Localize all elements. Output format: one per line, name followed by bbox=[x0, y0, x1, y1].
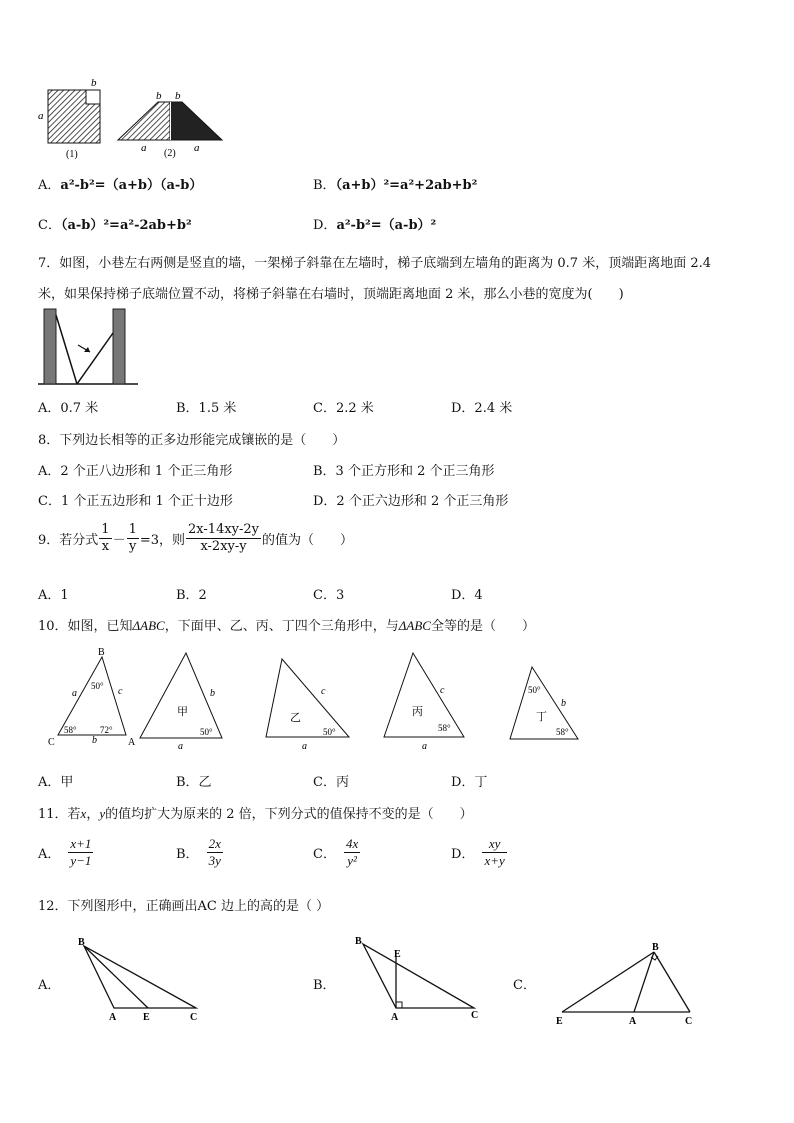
svg-text:E: E bbox=[143, 1012, 150, 1023]
q7-figure bbox=[38, 305, 142, 387]
svg-text:乙: 乙 bbox=[290, 712, 301, 724]
fig6-caption1: (1) bbox=[66, 149, 78, 160]
q7-option-a[interactable]: A．0.7 米 bbox=[38, 401, 99, 416]
svg-text:C: C bbox=[685, 1016, 693, 1027]
svg-text:A: A bbox=[391, 1012, 399, 1023]
svg-text:C: C bbox=[48, 737, 55, 748]
q6-option-c[interactable]: C．（a-b）²=a²-2ab+b² bbox=[38, 218, 192, 233]
q9-option-b[interactable]: B．2 bbox=[176, 588, 207, 603]
q12-option-c-label[interactable]: C． bbox=[513, 978, 536, 993]
fig6-label-a3: a bbox=[194, 142, 200, 154]
svg-text:丁: 丁 bbox=[536, 711, 547, 723]
q10-triangle-bing bbox=[384, 653, 464, 752]
fig6-label-b1: b bbox=[91, 77, 97, 89]
svg-text:50°: 50° bbox=[91, 681, 104, 691]
q10-option-b[interactable]: B．乙 bbox=[176, 775, 212, 790]
svg-text:58°: 58° bbox=[64, 725, 77, 735]
q7-option-d[interactable]: D．2.4 米 bbox=[451, 401, 513, 416]
q10-option-a[interactable]: A．甲 bbox=[38, 775, 74, 790]
q9-fraction-1-over-y: $\frac{1}{y}$ bbox=[128, 522, 137, 554]
fig6-square bbox=[38, 77, 100, 160]
fig6-trapezoid bbox=[118, 90, 222, 159]
svg-text:E: E bbox=[394, 949, 401, 960]
q10-triangle-ding bbox=[510, 667, 578, 739]
q8-option-d[interactable]: D．2 个正六边形和 2 个正三角形 bbox=[313, 494, 509, 509]
q12-option-a-label[interactable]: A． bbox=[38, 978, 61, 993]
svg-text:c: c bbox=[118, 686, 123, 697]
q6-figure bbox=[36, 72, 236, 162]
q7-stem-line2: 米，如果保持梯子底端位置不动，将梯子斜靠在右墙时，顶端距离地面 2 米，那么小巷的宽度为( ) bbox=[38, 287, 624, 302]
svg-text:B: B bbox=[355, 936, 362, 947]
svg-text:b: b bbox=[561, 698, 566, 709]
q11-option-a[interactable]: A． $\frac{x+1}{y-1}$ bbox=[38, 836, 92, 868]
q8-option-c[interactable]: C．1 个正五边形和 1 个正十边形 bbox=[38, 494, 233, 509]
svg-text:b: b bbox=[92, 735, 97, 746]
q10-option-d[interactable]: D．丁 bbox=[451, 775, 488, 790]
svg-text:50°: 50° bbox=[200, 727, 213, 737]
svg-text:58°: 58° bbox=[556, 727, 569, 737]
svg-text:c: c bbox=[321, 686, 326, 697]
fig6-label-b2: b bbox=[156, 90, 162, 102]
fig6-caption2: (2) bbox=[164, 148, 176, 159]
q9-option-a[interactable]: A．1 bbox=[38, 588, 69, 603]
q10-triangle-jia bbox=[140, 653, 222, 752]
svg-text:50°: 50° bbox=[528, 685, 541, 695]
svg-text:C: C bbox=[471, 1010, 479, 1021]
svg-text:72°: 72° bbox=[100, 725, 113, 735]
q10-figure bbox=[40, 645, 600, 755]
q9-stem: 9．若分式 $\frac{1}{x}$ － $\frac{1}{y}$ =3，则 $\frac{2x-14xy-2y}{x-2xy-y}$ 的值为（ ） bbox=[38, 522, 354, 554]
svg-text:B: B bbox=[98, 647, 105, 658]
q6-option-d[interactable]: D．a²-b²=（a-b）² bbox=[313, 218, 437, 233]
svg-text:b: b bbox=[210, 688, 215, 699]
q8-option-b[interactable]: B．3 个正方形和 2 个正三角形 bbox=[313, 464, 495, 479]
fig6-label-a1: a bbox=[38, 110, 44, 122]
svg-text:E: E bbox=[556, 1016, 563, 1027]
svg-text:A: A bbox=[128, 737, 136, 748]
svg-text:甲: 甲 bbox=[177, 706, 188, 718]
q11-option-d[interactable]: D． $\frac{xy}{x+y}$ bbox=[451, 836, 505, 868]
q11-option-c[interactable]: C． $\frac{4x}{\text{y²}}$ bbox=[313, 836, 359, 868]
svg-text:50°: 50° bbox=[323, 727, 336, 737]
svg-text:A: A bbox=[109, 1012, 117, 1023]
svg-text:a: a bbox=[422, 741, 427, 752]
svg-text:丙: 丙 bbox=[412, 706, 423, 718]
q10-triangle-abc bbox=[48, 647, 136, 748]
q8-stem: 8．下列边长相等的正多边形能完成镶嵌的是（ ） bbox=[38, 433, 346, 448]
svg-text:c: c bbox=[440, 685, 445, 696]
q7-option-c[interactable]: C．2.2 米 bbox=[313, 401, 374, 416]
svg-text:a: a bbox=[72, 688, 77, 699]
q10-stem: 10．如图，已知ΔABC，下面甲、乙、丙、丁四个三角形中，与ΔABC全等的是（ ） bbox=[38, 618, 535, 634]
q12-figure-a[interactable] bbox=[72, 932, 212, 1024]
q12-stem: 12．下列图形中，正确画出AC 边上的高的是（ ） bbox=[38, 899, 330, 914]
svg-text:C: C bbox=[190, 1012, 198, 1023]
q11-stem: 11．若x，y的值均扩大为原来的 2 倍，下列分式的值保持不变的是（ ） bbox=[38, 806, 473, 822]
q9-option-c[interactable]: C．3 bbox=[313, 588, 345, 603]
q7-option-b[interactable]: B．1.5 米 bbox=[176, 401, 237, 416]
q9-fraction-1-over-x: $\frac{1}{x}$ bbox=[101, 522, 110, 554]
svg-text:A: A bbox=[629, 1016, 637, 1027]
q7-stem-line1: 7．如图，小巷左右两侧是竖直的墙，一架梯子斜靠在左墙时，梯子底端到左墙角的距离为 0.7 米，顶端距离地面 2.4 bbox=[38, 256, 712, 271]
q10-triangle-yi bbox=[266, 659, 349, 752]
q9-fraction-expression: $\frac{2x-14xy-2y}{x-2xy-y}$ bbox=[188, 522, 260, 554]
q8-option-a[interactable]: A．2 个正八边形和 1 个正三角形 bbox=[38, 464, 233, 479]
q6-option-a[interactable]: A．a²-b²=（a+b）（a-b） bbox=[38, 178, 203, 193]
q6-option-b[interactable]: B．（a+b）²=a²+2ab+b² bbox=[313, 178, 478, 193]
q11-option-b[interactable]: B． $\frac{2x}{3y}$ bbox=[176, 836, 221, 868]
q9-prefix: 9．若分式 bbox=[38, 533, 99, 548]
fig6-label-a2: a bbox=[141, 142, 147, 154]
svg-text:58°: 58° bbox=[438, 723, 451, 733]
svg-text:B: B bbox=[78, 937, 85, 948]
q9-option-d[interactable]: D．4 bbox=[451, 588, 483, 603]
q12-figure-c[interactable] bbox=[548, 932, 708, 1028]
q10-option-c[interactable]: C．丙 bbox=[313, 775, 349, 790]
q12-option-b-label[interactable]: B． bbox=[313, 978, 336, 993]
q12-figure-b[interactable] bbox=[350, 932, 490, 1024]
svg-text:a: a bbox=[302, 741, 307, 752]
svg-text:a: a bbox=[178, 741, 183, 752]
svg-text:B: B bbox=[652, 942, 659, 953]
fig6-label-b3: b bbox=[175, 90, 181, 102]
